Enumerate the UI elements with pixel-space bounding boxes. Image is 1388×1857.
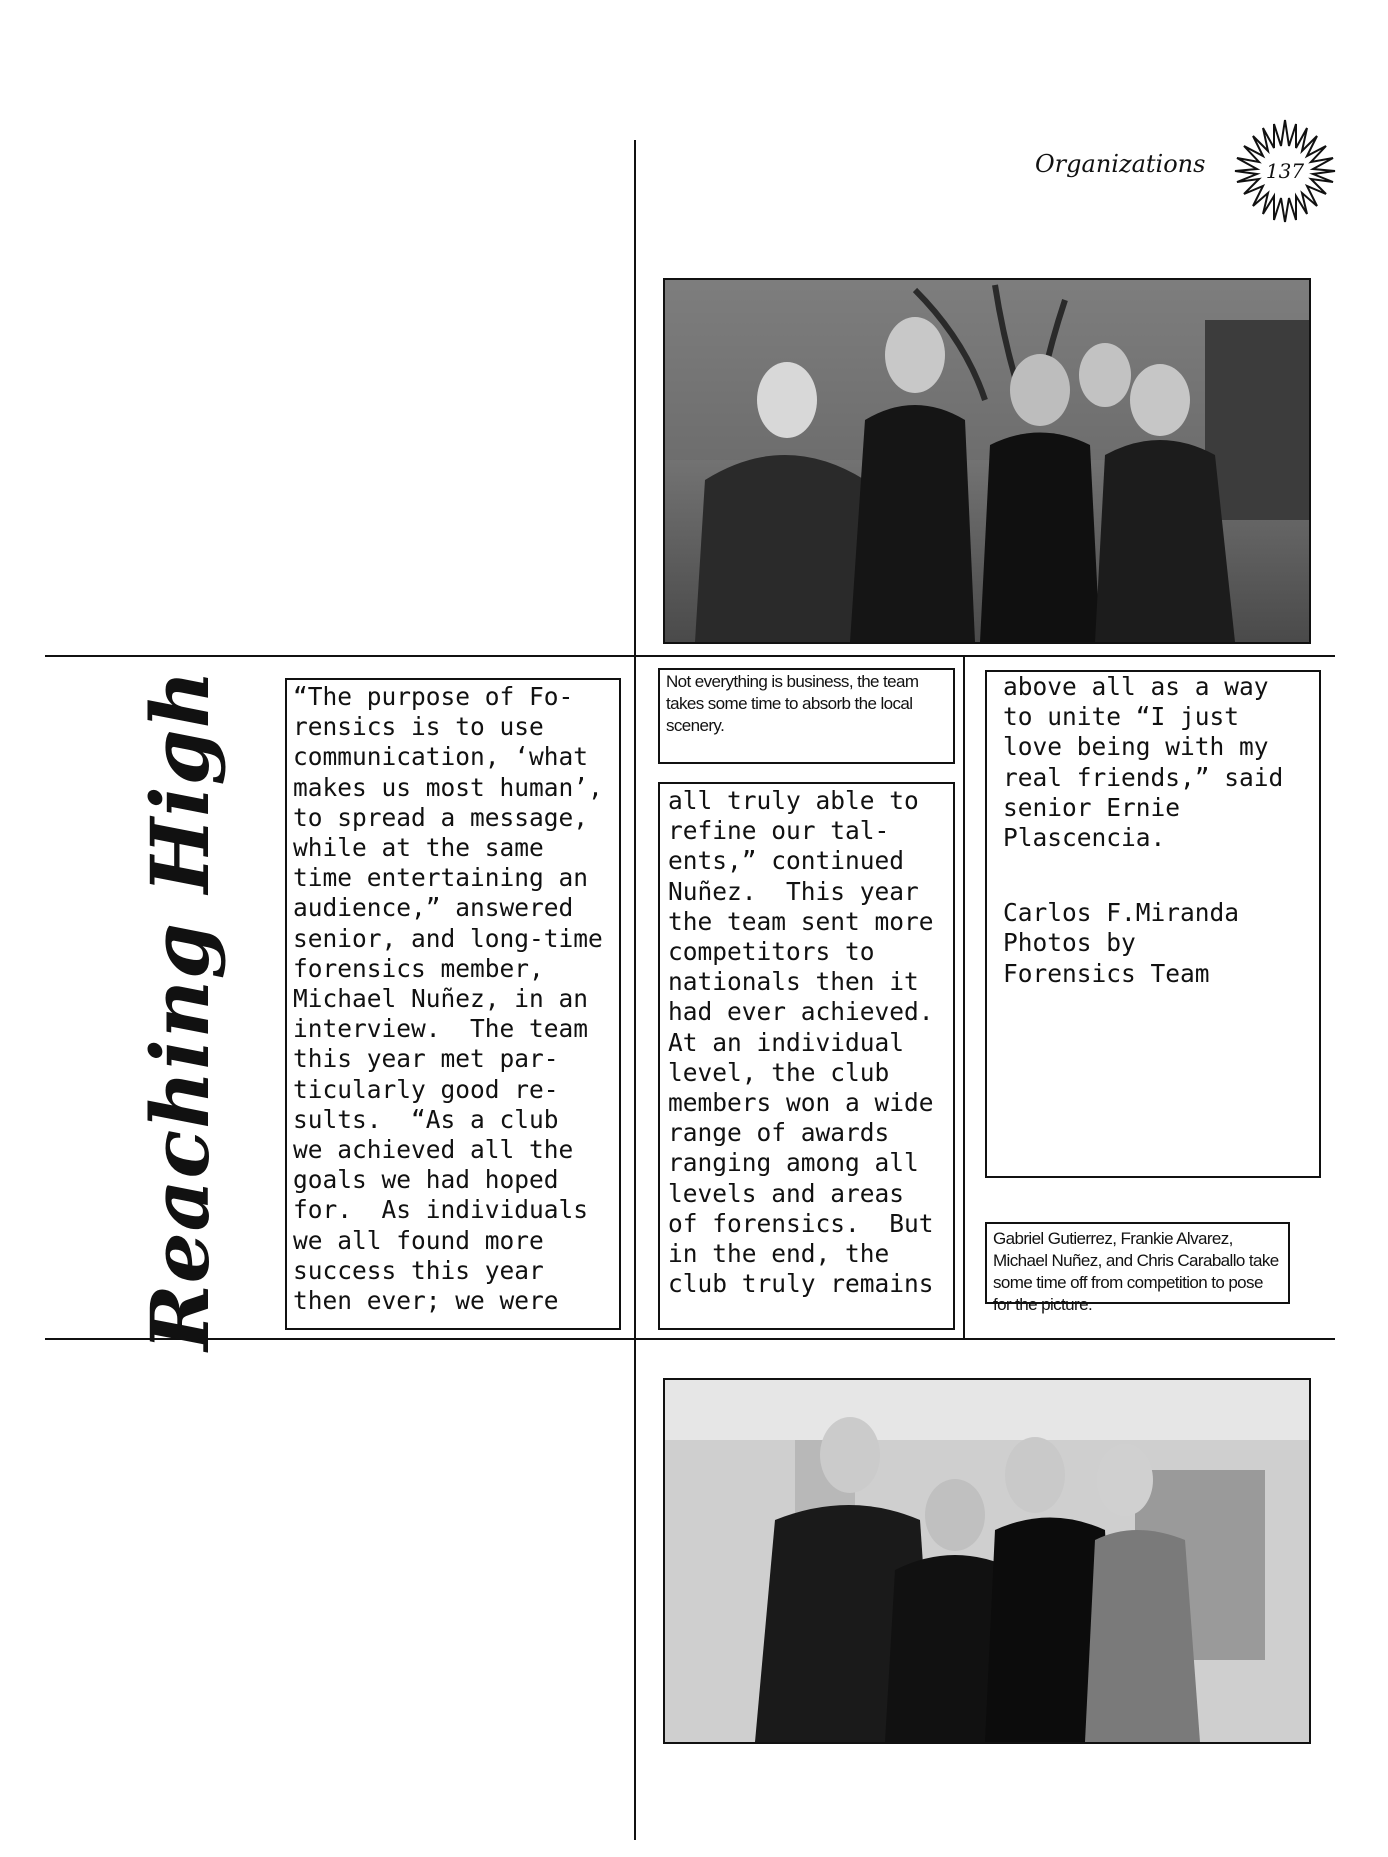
page-number-badge — [1230, 116, 1340, 226]
column-1-line: forensics member, — [293, 953, 544, 983]
column-1-text — [293, 682, 619, 1316]
column-3-line: senior Ernie — [1003, 792, 1181, 822]
column-2-line: competitors to — [668, 937, 875, 967]
column-2-line: all truly able to — [668, 786, 919, 815]
column-1-line: sults. “As a club — [293, 1104, 559, 1134]
credit-text — [1003, 898, 1319, 989]
column-1-line: we achieved all the — [293, 1135, 574, 1165]
column-2-line: nationals then it — [668, 967, 919, 997]
column-2-line: ranging among all — [668, 1148, 919, 1178]
column-3-line: Plascencia. — [1003, 823, 1166, 853]
horizontal-divider-top — [45, 655, 1335, 657]
column-1-line: audience,” answered — [293, 893, 574, 923]
column-1-line: ticularly good re- — [293, 1074, 559, 1104]
column-2-text — [668, 786, 953, 1299]
text-column-3 — [985, 670, 1321, 1178]
column-3-line: love being with my — [1003, 732, 1269, 762]
column-2-line: level, the club — [668, 1057, 890, 1087]
column-1-line: then ever; we were — [293, 1286, 559, 1316]
caption-top: Not everything is business, the team takes some time to absorb the local scenery. — [666, 672, 919, 735]
column-1-line: to spread a message, — [293, 802, 589, 832]
page-number: 137 — [1265, 159, 1305, 183]
column-1-line: for. As individuals — [293, 1195, 589, 1225]
text-column-2 — [658, 782, 955, 1330]
horizontal-divider-bottom — [45, 1338, 1335, 1340]
column-2-line: had ever achieved. — [668, 997, 934, 1027]
column-1-line: Michael Nuñez, in an — [293, 984, 589, 1014]
column-3-line: real friends,” said — [1003, 762, 1284, 792]
column-1-line: senior, and long-time — [293, 923, 603, 953]
credit-line: Carlos F.Miranda — [1003, 898, 1240, 928]
column-1-line: we all found more — [293, 1225, 544, 1255]
column-1-line: makes us most human’, — [293, 772, 603, 802]
caption-bottom: Gabriel Gutierrez, Frankie Alvarez, Michael Nuñez, and Chris Caraballo take some time off from competition to pose for the picture. — [993, 1229, 1279, 1314]
column-2-line: members won a wide — [668, 1088, 934, 1118]
column-1-line: while at the same — [293, 833, 544, 863]
article-title-text: Reaching High — [133, 669, 227, 1351]
column-2-line: in the end, the — [668, 1239, 890, 1269]
column-2-line: ents,” continued — [668, 846, 905, 876]
column-3-line: above all as a way — [1003, 672, 1269, 701]
section-header: Organizations — [1035, 150, 1206, 178]
column-2-line: Nuñez. This year — [668, 876, 919, 906]
column-divider — [963, 655, 965, 1340]
column-1-line: interview. The team — [293, 1014, 589, 1044]
photo-group-outdoors — [663, 278, 1311, 644]
column-2-line: the team sent more — [668, 906, 934, 936]
column-1-line: success this year — [293, 1255, 544, 1285]
article-title — [133, 669, 227, 1351]
column-1-line: time entertaining an — [293, 863, 589, 893]
caption-box-bottom — [985, 1222, 1290, 1314]
credit-line: Forensics Team — [1003, 958, 1210, 988]
column-2-line: refine our tal- — [668, 816, 890, 846]
column-1-line: goals we had hoped — [293, 1165, 559, 1195]
column-2-line: club truly remains — [668, 1269, 934, 1299]
column-1-line: “The purpose of Fo- — [293, 682, 574, 711]
column-3-line: to unite “I just — [1003, 702, 1240, 732]
column-2-line: At an individual — [668, 1027, 905, 1057]
column-1-line: communication, ‘what — [293, 742, 589, 772]
column-1-line: this year met par- — [293, 1044, 559, 1074]
column-3-text — [1003, 672, 1319, 853]
vertical-divider — [634, 140, 636, 1840]
column-2-line: range of awards — [668, 1118, 890, 1148]
column-2-line: of forensics. But — [668, 1208, 934, 1238]
photo-group-indoors — [663, 1378, 1311, 1744]
text-column-1 — [285, 678, 621, 1330]
caption-box-top — [658, 668, 955, 764]
credit-line: Photos by — [1003, 928, 1136, 958]
column-2-line: levels and areas — [668, 1178, 905, 1208]
column-1-line: rensics is to use — [293, 712, 544, 742]
